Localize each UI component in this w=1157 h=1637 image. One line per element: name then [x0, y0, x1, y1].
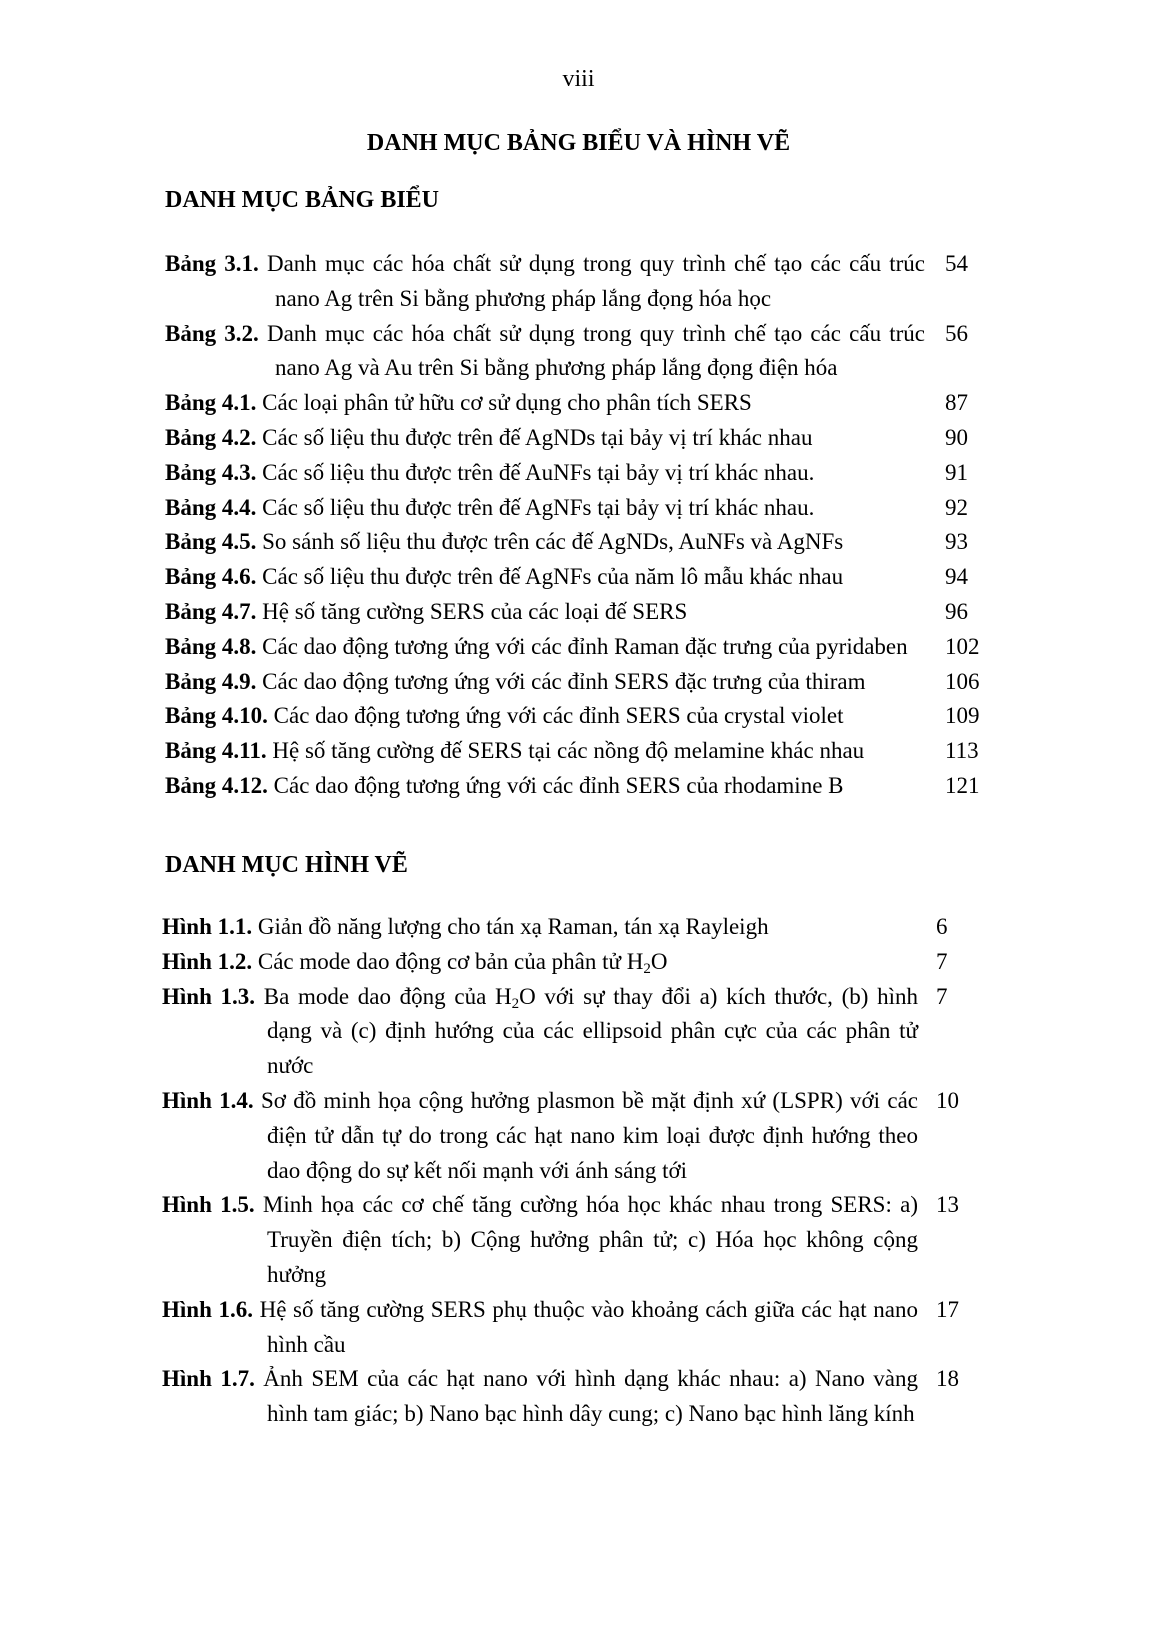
subscript: 2 [511, 995, 520, 1012]
entry-text: Hệ số tăng cường SERS của các loại đế SERS [262, 598, 688, 624]
entry-page: 13 [936, 1192, 959, 1218]
entry-text: Các loại phân tử hữu cơ sử dụng cho phân tích SERS [262, 390, 752, 416]
entry-text: Hệ số tăng cường SERS phụ thuộc vào khoảng cách giữa các hạt nano hình cầu [259, 1296, 918, 1357]
entry-text: Sơ đồ minh họa cộng hưởng plasmon bề mặt định xứ (LSPR) với các điện tử dẫn tự do trong các hạt nano kim loại được định hướng theo dao động do sự kết nối mạnh với ánh sáng tới [260, 1087, 918, 1183]
table-entry [165, 734, 1010, 769]
table-entry [165, 456, 1010, 491]
entry-page: 96 [945, 598, 968, 624]
entry-label: Bảng 4.2. [165, 424, 257, 450]
table-entry [165, 560, 1010, 595]
entry-text-before: Ba mode dao động của H [263, 983, 512, 1009]
entry-text: Các số liệu thu được trên đế AgNFs tại bảy vị trí khác nhau. [262, 494, 815, 520]
entry-text: Hệ số tăng cường đế SERS tại các nồng độ melamine khác nhau [272, 738, 865, 764]
figure-entry [162, 1188, 998, 1292]
table-entry [165, 317, 1010, 387]
entry-label: Bảng 4.7. [165, 598, 257, 624]
entry-page: 17 [936, 1296, 959, 1322]
entry-label: Hình 1.4. [162, 1087, 254, 1113]
subscript: 2 [643, 960, 651, 977]
entry-label: Bảng 4.9. [165, 668, 257, 694]
entry-page: 10 [936, 1087, 959, 1113]
entry-text: Các số liệu thu được trên đế AgNDs tại bảy vị trí khác nhau [262, 424, 813, 450]
table-entry [165, 421, 1010, 456]
entry-label: Bảng 4.5. [165, 529, 257, 555]
entry-text-after: O với sự thay đổi a) kích thước, (b) hình dạng và (c) định hướng của các ellipsoid phân cực của các phân tử nước [267, 983, 918, 1079]
entry-page: 18 [936, 1366, 959, 1392]
main-title: DANH MỤC BẢNG BIỂU VÀ HÌNH VẼ [366, 130, 791, 156]
figures-list [162, 910, 998, 1432]
entry-text: Các dao động tương ứng với các đỉnh Raman đặc trưng của pyridaben [262, 633, 908, 659]
entry-page: 102 [945, 633, 980, 659]
entry-label: Hình 1.3. [162, 983, 256, 1009]
entry-page: 109 [945, 703, 980, 729]
entry-page: 92 [945, 494, 968, 520]
entry-label: Bảng 4.3. [165, 459, 257, 485]
entry-page: 54 [945, 251, 968, 276]
page-number: viii [562, 66, 595, 92]
entry-text: Các dao động tương ứng với các đỉnh SERS đặc trưng của thiram [262, 668, 866, 694]
entry-page: 91 [945, 459, 968, 485]
figure-entry [162, 945, 998, 980]
entry-label: Bảng 4.11. [165, 738, 267, 764]
tables-list [165, 247, 1010, 804]
entry-page: 87 [945, 390, 968, 416]
entry-page: 7 [936, 983, 948, 1009]
entry-label: Hình 1.2. [162, 948, 253, 974]
entry-page: 6 [936, 914, 948, 939]
entry-text: So sánh số liệu thu được trên các đế AgNDs, AuNFs và AgNFs [262, 529, 844, 555]
table-entry [165, 247, 1010, 317]
entry-text: Các số liệu thu được trên đế AuNFs tại bảy vị trí khác nhau. [262, 459, 815, 485]
entry-label: Bảng 3.1. [165, 251, 259, 276]
entry-text: Giản đồ năng lượng cho tán xạ Raman, tán xạ Rayleigh [257, 914, 769, 939]
figure-entry [162, 1293, 998, 1363]
entry-label: Bảng 4.1. [165, 390, 257, 416]
entry-text: Minh họa các cơ chế tăng cường hóa học khác nhau trong SERS: a) Truyền điện tích; b) Cộng hưởng phân tử; c) Hóa học không cộng hưởng [262, 1192, 918, 1287]
entry-label: Bảng 3.2. [165, 320, 259, 346]
entry-label: Hình 1.6. [162, 1296, 253, 1322]
entry-label: Bảng 4.10. [165, 703, 268, 729]
entry-page: 106 [945, 668, 980, 694]
figure-entry [162, 910, 998, 945]
tables-section-title: DANH MỤC BẢNG BIỂU [165, 187, 440, 213]
table-entry [165, 769, 1010, 804]
table-entry [165, 630, 1010, 665]
entry-text: Danh mục các hóa chất sử dụng trong quy trình chế tạo các cấu trúc nano Ag và Au trên Si bằng phương pháp lắng đọng điện hóa [266, 320, 926, 381]
entry-label: Bảng 4.4. [165, 494, 257, 520]
entry-label: Bảng 4.12. [165, 772, 268, 798]
table-entry [165, 525, 1010, 560]
entry-page: 93 [945, 529, 968, 555]
table-entry [165, 595, 1010, 630]
table-entry [165, 665, 1010, 700]
entry-text: Các dao động tương ứng với các đỉnh SERS của rhodamine B [273, 772, 844, 798]
entry-text: Danh mục các hóa chất sử dụng trong quy trình chế tạo các cấu trúc nano Ag trên Si bằng phương pháp lắng đọng hóa học [266, 251, 926, 311]
entry-label: Bảng 4.6. [165, 564, 257, 590]
figure-entry [162, 980, 998, 1084]
entry-text-before: Các mode dao động cơ bản của phân tử H [257, 948, 644, 974]
entry-page: 121 [945, 772, 980, 798]
entry-page: 7 [936, 948, 948, 974]
entry-text: Các số liệu thu được trên đế AgNFs của năm lô mẫu khác nhau [262, 564, 844, 590]
entry-text: Các dao động tương ứng với các đỉnh SERS của crystal violet [273, 703, 844, 729]
entry-label: Hình 1.5. [162, 1192, 255, 1218]
entry-label: Bảng 4.8. [165, 633, 257, 659]
table-entry [165, 699, 1010, 734]
entry-page: 113 [945, 738, 979, 764]
figure-entry [162, 1362, 998, 1432]
table-entry [165, 491, 1010, 526]
entry-text: Ảnh SEM của các hạt nano với hình dạng khác nhau: a) Nano vàng hình tam giác; b) Nano bạc hình dây cung; c) Nano bạc hình lăng kính [263, 1366, 919, 1427]
entry-page: 94 [945, 564, 968, 590]
entry-text-after: O [650, 948, 668, 974]
figures-section-title: DANH MỤC HÌNH VẼ [165, 852, 408, 878]
figure-entry [162, 1084, 998, 1188]
table-entry [165, 386, 1010, 421]
entry-page: 56 [945, 320, 968, 346]
entry-label: Hình 1.1. [162, 914, 253, 939]
entry-page: 90 [945, 424, 968, 450]
entry-label: Hình 1.7. [162, 1366, 255, 1392]
